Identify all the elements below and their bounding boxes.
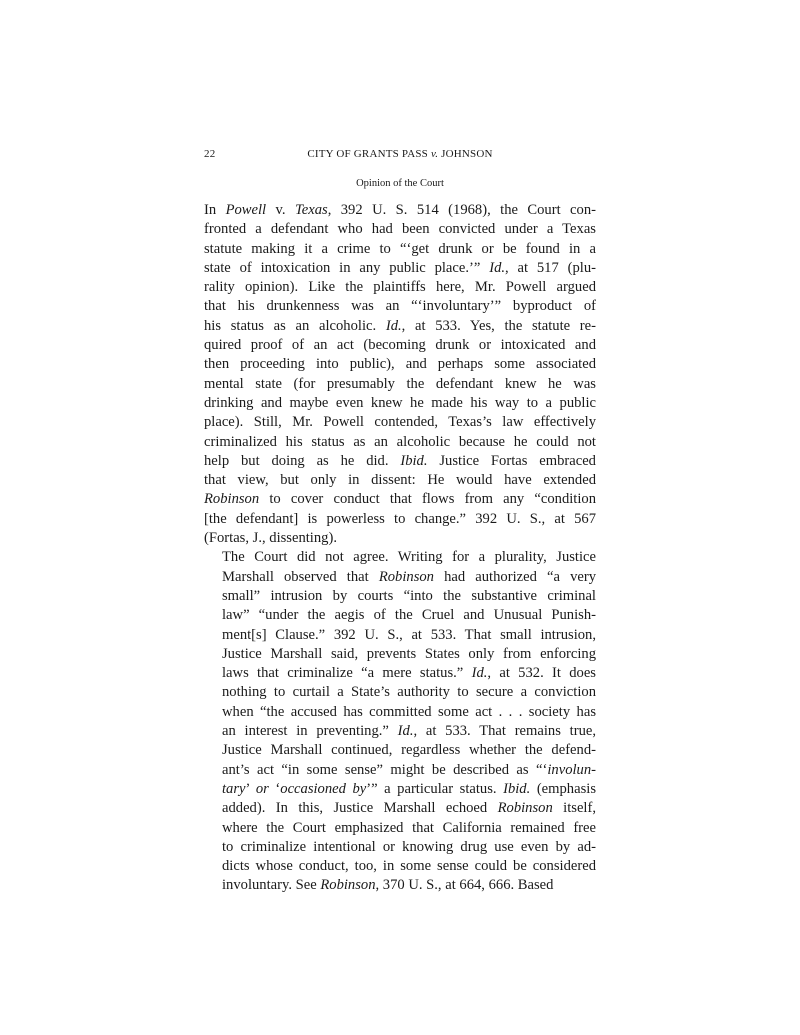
text-line: that view, but only in dissent: He would have extended — [204, 472, 596, 489]
opinion-label: Opinion of the Court — [356, 178, 444, 189]
page-number: 22 — [204, 148, 216, 160]
text-line: added). In this, Justice Marshall echoed Robinson itself, — [222, 800, 596, 817]
text-line: that his drunkenness was an “‘involuntary’” byproduct of — [204, 298, 596, 315]
text-line: tary’ or ‘occasioned by’” a particular status. Ibid. (emphasis — [222, 780, 596, 797]
text-line: nothing to curtail a State’s authority to secure a conviction — [222, 684, 596, 701]
text-line: where the Court emphasized that California remained free — [222, 819, 596, 836]
text-line: Marshall observed that Robinson had authorized “a very — [222, 568, 597, 585]
text-line: Robinson to cover conduct that flows from any “condition — [204, 491, 596, 508]
text-line: Justice Marshall continued, regardless whether the defend- — [222, 742, 596, 759]
text-line: involuntary. See Robinson, 370 U. S., at 664, 666. Based — [222, 877, 554, 894]
text-line: fronted a defendant who had been convicted under a Texas — [204, 221, 596, 238]
text-line: [the defendant] is powerless to change.” 392 U. S., at 567 — [204, 510, 596, 527]
opinion-body — [204, 201, 596, 896]
text-line: The Court did not agree. Writing for a plurality, Justice — [222, 549, 596, 566]
text-line: ant’s act “in some sense” might be described as “‘involun- — [222, 761, 596, 778]
paragraph — [204, 201, 596, 548]
text-line: ment[s] Clause.” 392 U. S., at 533. That small intrusion, — [222, 626, 596, 643]
text-line: (Fortas, J., dissenting). — [204, 530, 337, 547]
running-head — [204, 148, 596, 164]
paragraph — [204, 548, 596, 895]
page — [204, 148, 596, 896]
text-line: an interest in preventing.” Id., at 533. That remains true, — [222, 723, 596, 740]
text-line: law” “under the aegis of the Cruel and Unusual Punish- — [222, 607, 596, 624]
case-title: CITY OF GRANTS PASS v. JOHNSON — [307, 148, 493, 160]
text-line: quired proof of an act (becoming drunk or intoxicated and — [204, 337, 596, 354]
text-line: Justice Marshall said, prevents States only from enforcing — [222, 645, 596, 662]
text-line: his status as an alcoholic. Id., at 533. Yes, the statute re- — [204, 317, 596, 334]
text-line: to criminalize intentional or knowing drug use even by ad- — [222, 838, 596, 855]
text-line: rality opinion). Like the plaintiffs here, Mr. Powell argued — [204, 279, 596, 296]
text-line: mental state (for presumably the defendant knew he was — [204, 375, 596, 392]
text-line: state of intoxication in any public place.’” Id., at 517 (plu- — [204, 259, 596, 276]
text-line: then proceeding into public), and perhaps some associated — [204, 356, 596, 373]
text-line: In Powell v. Texas, 392 U. S. 514 (1968), the Court con- — [204, 202, 596, 218]
text-line: when “the accused has committed some act . . . society has — [222, 703, 596, 720]
text-line: statute making it a crime to “‘get drunk or be found in a — [204, 240, 596, 257]
text-line: dicts whose conduct, too, in some sense could be considered — [222, 858, 596, 875]
text-line: criminalized his status as an alcoholic because he could not — [204, 433, 596, 450]
text-line: place). Still, Mr. Powell contended, Texas’s law effectively — [204, 414, 596, 431]
text-line: help but doing as he did. Ibid. Justice Fortas embraced — [204, 452, 596, 469]
text-line: small” intrusion by courts “into the substantive criminal — [222, 587, 596, 604]
text-line: drinking and maybe even knew he made his way to a public — [204, 394, 596, 411]
text-line: laws that criminalize “a mere status.” Id., at 532. It does — [222, 665, 596, 682]
